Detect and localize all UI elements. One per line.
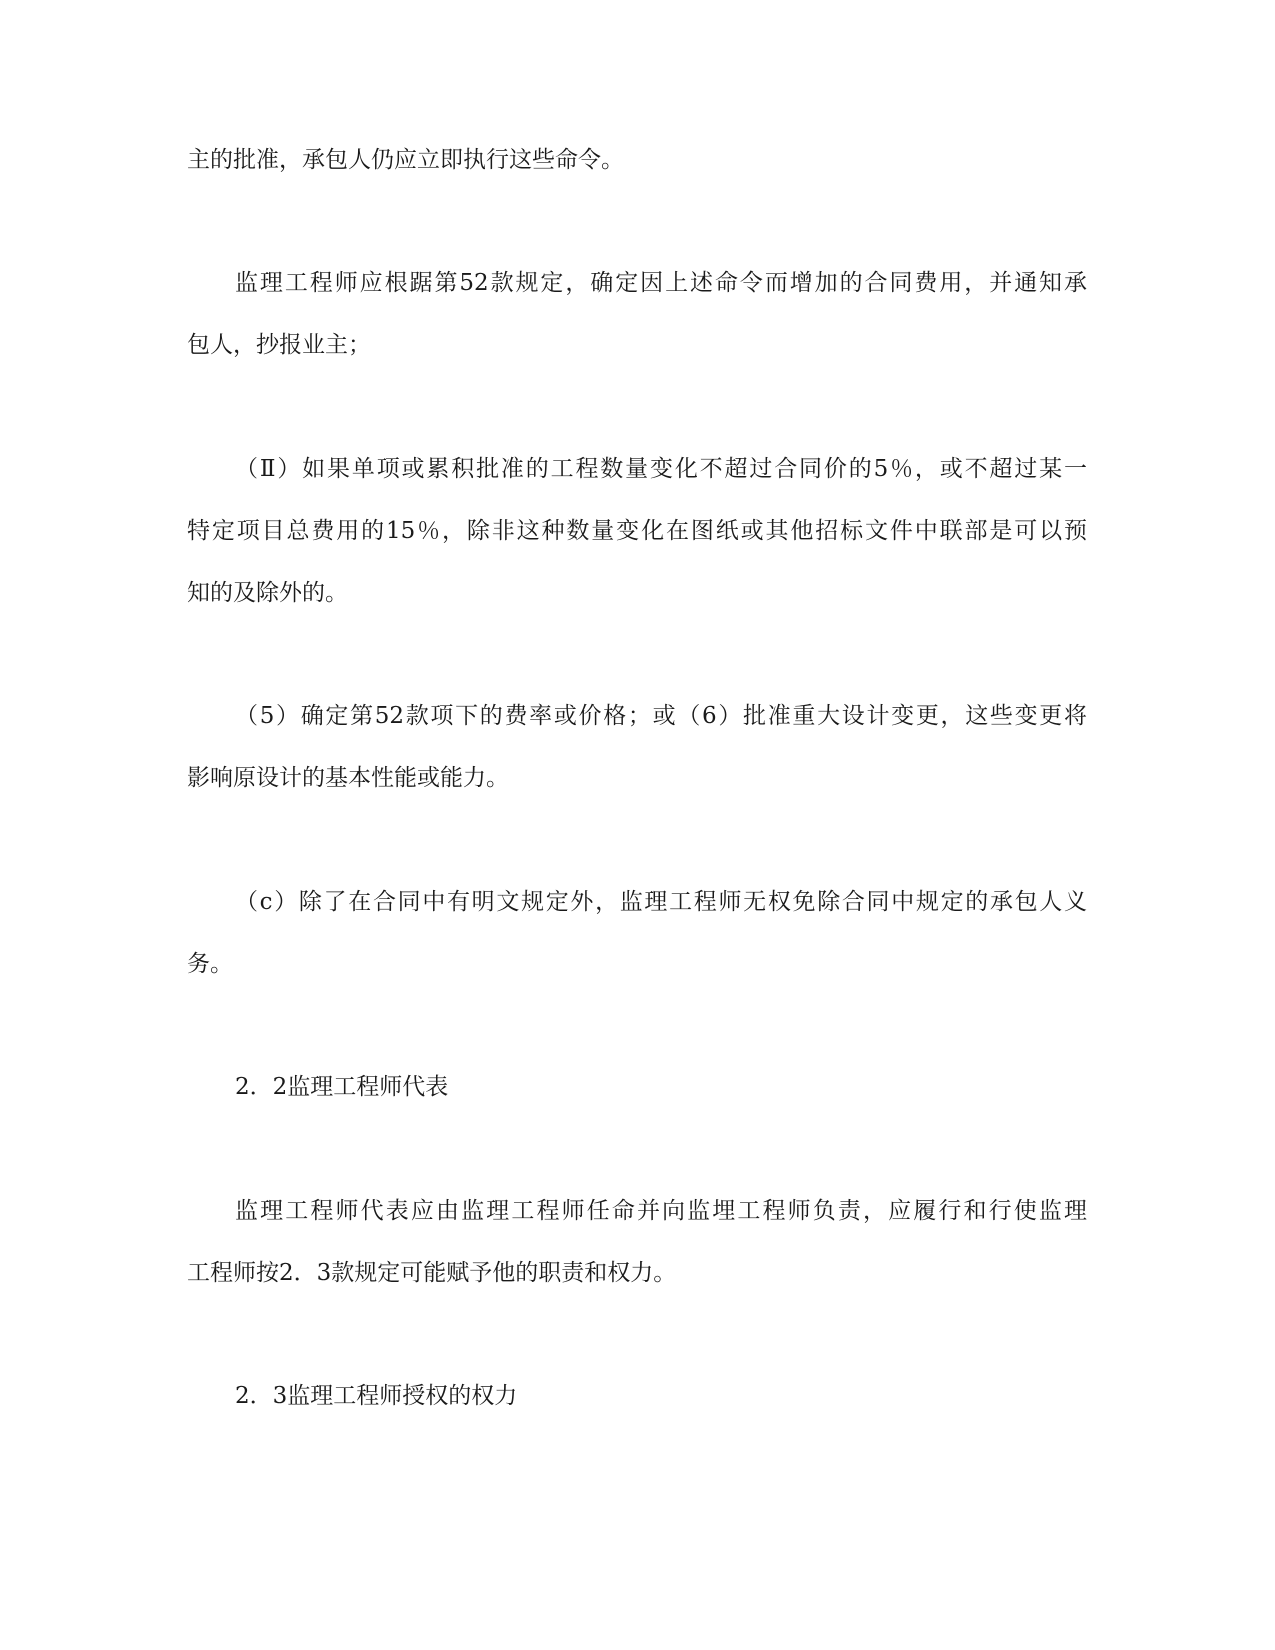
paragraph-1-line-1: 主的批准，承包人仍应立即执行这些命令。 — [187, 147, 624, 173]
paragraph-3-line-1: （Ⅱ）如果单项或累积批准的工程数量变化不超过合同价的5％，或不超过某一 — [235, 456, 1087, 482]
section-heading-2-2: 2．2监理工程师代表 — [235, 1074, 449, 1100]
paragraph-3-line-2: 特定项目总费用的15％，除非这种数量变化在图纸或其他招标文件中联部是可以预 — [187, 518, 1087, 544]
paragraph-2-line-1: 监理工程师应根踞第52款规定，确定因上述命令而增加的合同费用，并通知承 — [235, 270, 1087, 296]
paragraph-5-line-2: 务。 — [187, 951, 233, 977]
paragraph-4-line-1: （5）确定第52款项下的费率或价格；或（6）批准重大设计变更，这些变更将 — [235, 703, 1087, 729]
paragraph-6-line-1: 监理工程师代表应由监理工程师任命并向监埋工程师负责，应履行和行使监理 — [235, 1198, 1087, 1224]
paragraph-2-line-2: 包人，抄报业主； — [187, 332, 371, 358]
paragraph-6-line-2: 工程师按2．3款规定可能赋予他的职责和权力。 — [187, 1260, 677, 1286]
paragraph-4-line-2: 影响原设计的基本性能或能力。 — [187, 765, 509, 791]
paragraph-3-line-3: 知的及除外的。 — [187, 580, 348, 606]
section-heading-2-3: 2．3监理工程师授权的权力 — [235, 1383, 518, 1409]
paragraph-5-line-1: （c）除了在合同中有明文规定外，监理工程师无权免除合同中规定的承包人义 — [235, 889, 1087, 915]
